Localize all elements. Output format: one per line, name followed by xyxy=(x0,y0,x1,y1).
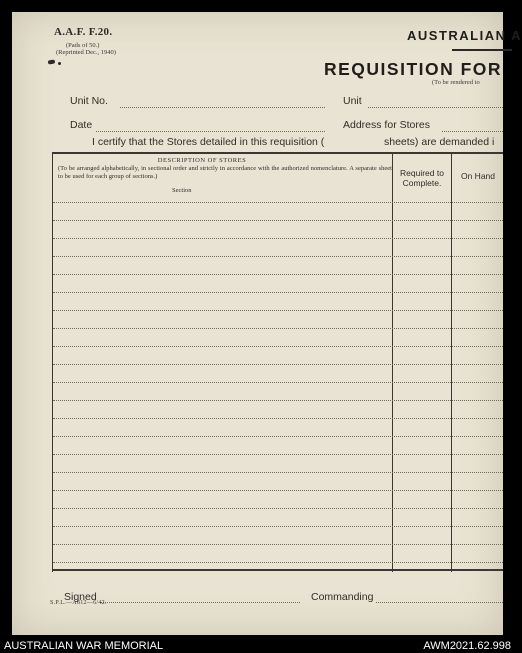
table-bottom-rule xyxy=(52,569,503,571)
certify-end-text: sheets) are demanded i xyxy=(384,136,495,148)
address-label: Address for Stores xyxy=(343,119,430,131)
section-label: Section xyxy=(172,187,192,194)
rendered-note: (To be rendered to xyxy=(432,79,480,86)
footer-accession: AWM2021.62.998 xyxy=(423,640,511,652)
footer-institution: AUSTRALIAN WAR MEMORIAL xyxy=(4,640,164,652)
date-label: Date xyxy=(70,119,93,131)
required-column-header: Required to Complete. xyxy=(400,168,444,188)
table-row[interactable] xyxy=(53,526,503,527)
table-row[interactable] xyxy=(53,220,503,221)
unit-no-label: Unit No. xyxy=(70,95,108,107)
requisition-form xyxy=(12,12,522,635)
column-divider-2 xyxy=(451,152,452,572)
table-row[interactable] xyxy=(53,472,503,473)
table-top-rule xyxy=(52,152,503,154)
heading-rule xyxy=(452,49,512,51)
printer-code: S.P.L.—A812—6/42. xyxy=(50,600,107,606)
column-divider-1 xyxy=(392,152,393,572)
table-row[interactable] xyxy=(53,454,503,455)
table-row[interactable] xyxy=(53,346,503,347)
table-row[interactable] xyxy=(53,400,503,401)
heading-requisition: REQUISITION FOR xyxy=(324,59,503,79)
table-row[interactable] xyxy=(53,544,503,545)
table-row[interactable] xyxy=(53,508,503,509)
on-hand-column-header: On Hand xyxy=(460,171,496,181)
table-row[interactable] xyxy=(53,238,503,239)
unit-no-field[interactable] xyxy=(120,107,325,108)
table-row[interactable] xyxy=(53,490,503,491)
table-left-border xyxy=(52,152,53,572)
commanding-field[interactable] xyxy=(376,602,503,603)
commanding-label: Commanding xyxy=(311,591,374,603)
table-row[interactable] xyxy=(53,310,503,311)
table-row[interactable] xyxy=(53,202,503,203)
form-code: A.A.F. F.20. xyxy=(54,26,113,38)
signed-label: Signed xyxy=(64,591,97,603)
certify-text: I certify that the Stores detailed in this requisition ( xyxy=(92,136,325,148)
ink-mark xyxy=(48,60,66,65)
table-row[interactable] xyxy=(53,382,503,383)
unit-label: Unit xyxy=(343,95,362,107)
table-row[interactable] xyxy=(53,292,503,293)
reprint-note: (Reprinted Dec., 1940) xyxy=(56,49,116,56)
heading-australian: AUSTRALIAN A xyxy=(407,28,522,43)
table-row[interactable] xyxy=(53,364,503,365)
table-row[interactable] xyxy=(53,436,503,437)
table-row[interactable] xyxy=(53,562,503,563)
date-field[interactable] xyxy=(96,131,325,132)
table-row[interactable] xyxy=(53,418,503,419)
signed-field[interactable] xyxy=(100,602,300,603)
unit-field[interactable] xyxy=(368,107,503,108)
description-title: DESCRIPTION OF STORES xyxy=(157,157,247,164)
table-row[interactable] xyxy=(53,274,503,275)
address-field[interactable] xyxy=(442,131,503,132)
table-row[interactable] xyxy=(53,328,503,329)
description-note: (To be arranged alphabetically, in sectional order and strictly in accordance with the authorized nomenclature. A separate sheet to be used for each group of sections.) xyxy=(58,165,392,180)
pads-note: (Pads of 50.) xyxy=(66,42,100,49)
table-row[interactable] xyxy=(53,256,503,257)
